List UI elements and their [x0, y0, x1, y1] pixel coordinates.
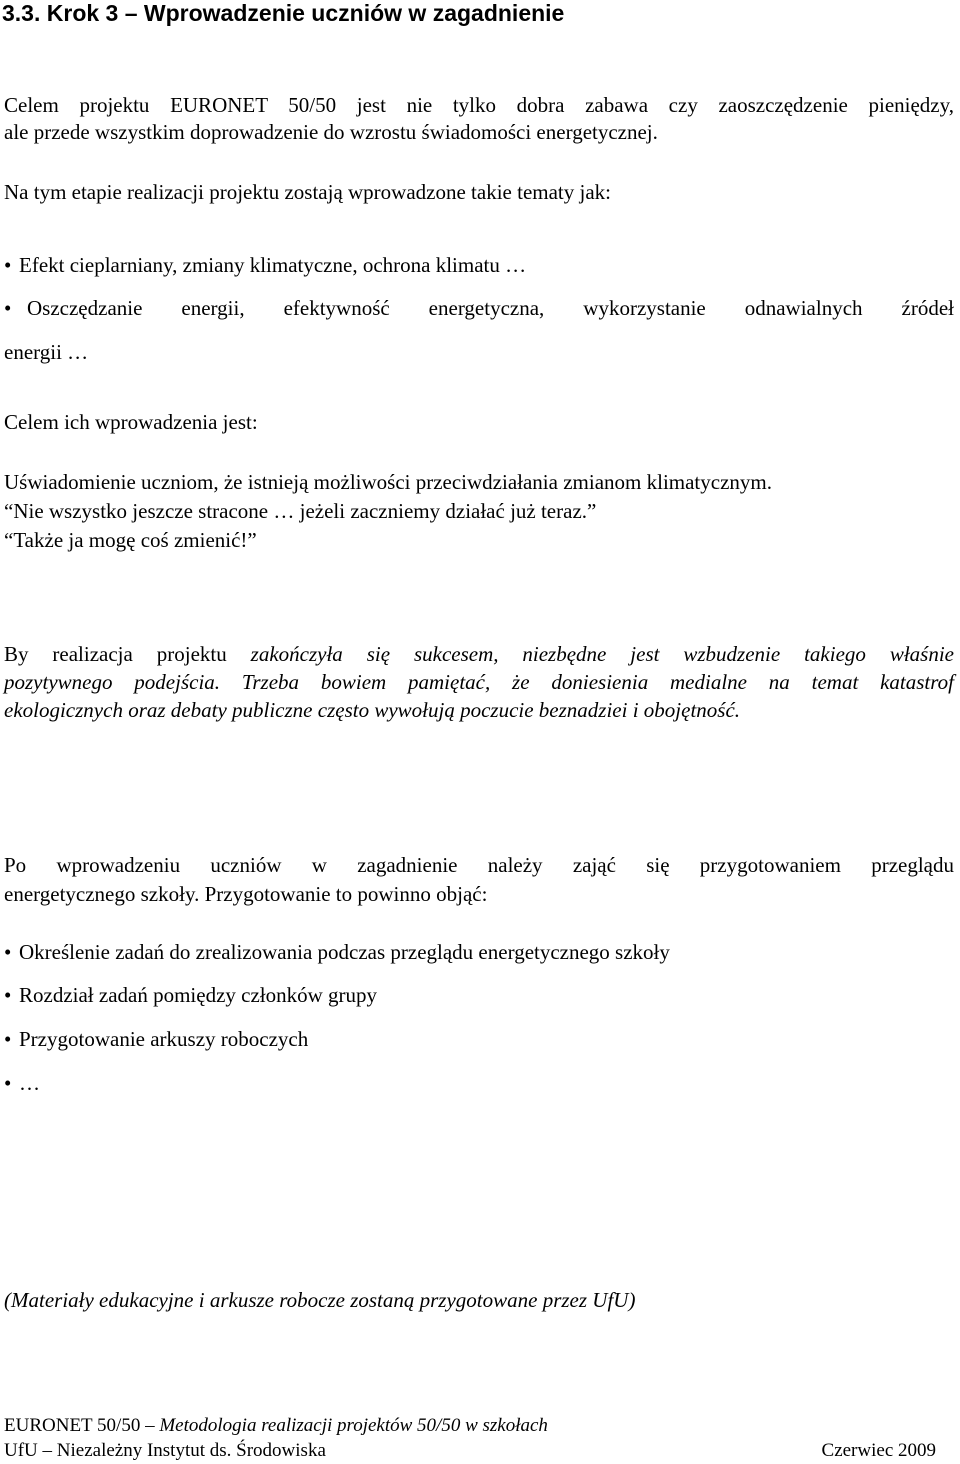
success-italic: zakończyła się sukcesem, niezbędne jest wzbudzenie takiego właśnie [250, 642, 954, 666]
topic-item-1 [4, 253, 526, 278]
success-normal: By realizacja projektu [4, 642, 251, 666]
topics-intro: Na tym etapie realizacji projektu zostają wprowadzone takie tematy jak: [4, 180, 611, 204]
review-item-1-text: Określenie zadań do zrealizowania podczas przeglądu energetycznego szkoły [19, 940, 670, 964]
intro-line-2: ale przede wszystkim doprowadzenie do wzrostu świadomości energetycznej. [4, 120, 658, 144]
review-item-2 [4, 983, 377, 1008]
goal-quote-2: “Także ja mogę coś zmienić!” [4, 528, 257, 552]
bullet: • [4, 1071, 12, 1095]
success-line-2 [4, 670, 954, 695]
footer-line-2-left: UfU – Niezależny Instytut ds. Środowiska [4, 1440, 326, 1461]
review-item-2-text: Rozdział zadań pomiędzy członków grupy [19, 983, 378, 1007]
footer-date: Czerwiec 2009 [821, 1440, 936, 1461]
topic-item-2-cont: energii … [4, 340, 89, 364]
bullet: • [4, 296, 12, 320]
bullet: • [4, 253, 12, 277]
footer-project: EURONET 50/50 – [4, 1415, 160, 1436]
success-line-1 [4, 642, 954, 667]
bullet: • [4, 940, 12, 964]
goal-line-1: Uświadomienie uczniom, że istnieją możliwości przeciwdziałania zmianom klimatycznym. [4, 470, 772, 494]
review-item-4 [4, 1071, 40, 1096]
materials-note: (Materiały edukacyjne i arkusze robocze zostaną przygotowane przez UfU) [4, 1288, 636, 1312]
topic-item-2-text: Oszczędzanie energii, efektywność energetyczna, wykorzystanie odnawialnych źródeł [27, 296, 954, 320]
review-line-1: Po wprowadzeniu uczniów w zagadnienie należy zająć się przygotowaniem przeglądu [4, 853, 954, 877]
topic-item-1-text: Efekt cieplarniany, zmiany klimatyczne, ochrona klimatu … [19, 253, 527, 277]
intro-line-1: Celem projektu EURONET 50/50 jest nie tylko dobra zabawa czy zaoszczędzenie pieniędzy, [4, 93, 954, 117]
success-italic-2: pozytywnego podejścia. [4, 670, 242, 694]
goal-label: Celem ich wprowadzenia jest: [4, 410, 258, 434]
success-line-3: ekologicznych oraz debaty publiczne często wywołują poczucie beznadziei i obojętność. [4, 698, 741, 722]
footer-line-1 [4, 1415, 548, 1437]
section-heading: 3.3. Krok 3 – Wprowadzenie uczniów w zagadnienie [2, 0, 565, 26]
review-item-3 [4, 1027, 308, 1052]
bullet: • [4, 1027, 12, 1051]
review-line-2: energetycznego szkoły. Przygotowanie to powinno objąć: [4, 882, 488, 906]
topic-item-2 [4, 296, 954, 321]
success-rest: Trzeba bowiem pamiętać, że doniesienia medialne na temat katastrof [241, 670, 954, 694]
review-item-1 [4, 940, 670, 965]
footer-methodology: Metodologia realizacji projektów 50/50 w szkołach [159, 1415, 548, 1436]
bullet: • [4, 983, 12, 1007]
goal-quote-1: “Nie wszystko jeszcze stracone … jeżeli zaczniemy działać już teraz.” [4, 499, 597, 523]
review-item-3-text: Przygotowanie arkuszy roboczych [19, 1027, 309, 1051]
review-item-4-text: … [19, 1071, 40, 1095]
